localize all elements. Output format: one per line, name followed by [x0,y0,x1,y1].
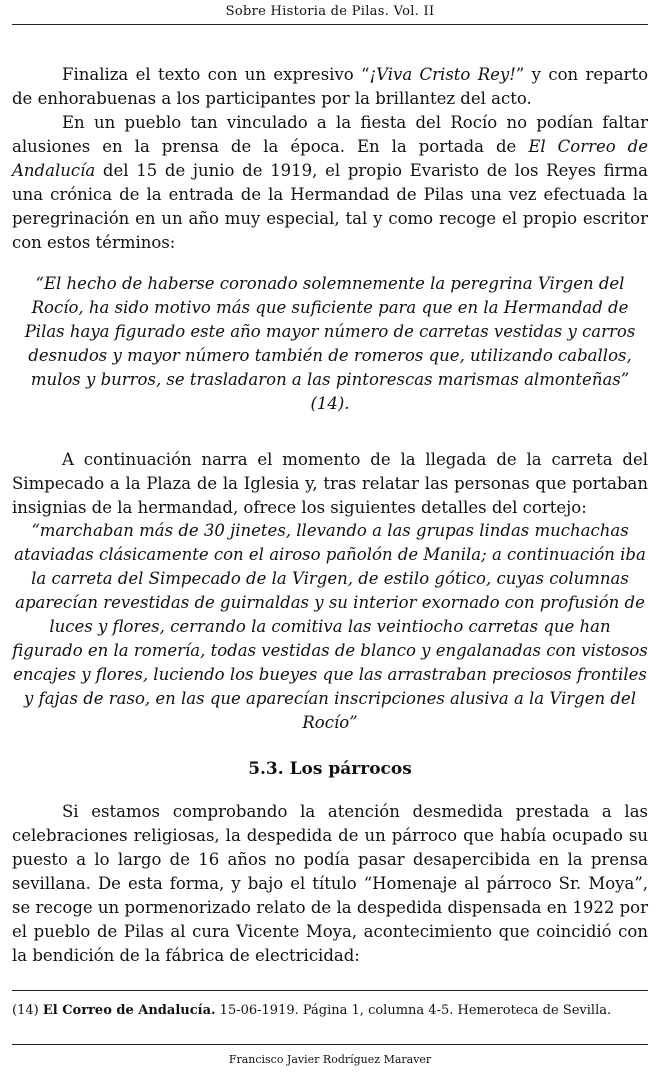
quote-2: “marchaban más de 30 jinetes, llevando a las grupas lindas muchachas ataviadas clásicamente con el airoso pañolón de Manila; a continuación iba la carreta del Simpecado de la Virgen, de estilo gótico, cuyas columnas aparecían revestidas de guirnaldas y su interior exornado con profusión de luces y flores, cerrando la comitiva las veintiocho carretas que han figurado en la romería, todas vestidas de blanco y engalanadas con vistosos encajes y flores, luciendo los bueyes que las arrastraban preciosos frontiles y fajas de raso, en las que aparecían inscripciones alusiva a la Virgen del Rocío” [12,521,648,732]
paragraph-1 [12,63,648,111]
footnote-detail: 15-06-1919. Página 1, columna 4-5. Hemeroteca de Sevilla. [219,1003,612,1018]
p2-after: del 15 de junio de 1919, el propio Evaristo de los Reyes firma una crónica de la entrada de la Hermandad de Pilas una vez efectuada la peregrinación en un año muy especial, tal y como recoge el propio escritor con estos términos: [12,161,648,252]
quote-1: “El hecho de haberse coronado solemnemente la peregrina Virgen del Rocío, ha sido motivo más que suficiente para que en la Hermandad de Pilas haya figurado este año mayor número de carretas vestidas y carros desnudos y mayor número también de romeros que, utilizando caballos, mulos y burros, se trasladaron a las pintorescas marismas almonteñas” (14). [24,274,636,413]
footnote-number: (14) [12,1003,39,1018]
p2-before: En un pueblo tan vinculado a la fiesta del Rocío no podían faltar alusiones en la prensa de la época. En la portada de [12,113,648,156]
footer-rule [12,1044,648,1045]
footnote [12,1002,648,1020]
p1-before: Finaliza el texto con un expresivo “ [62,65,370,84]
header-rule [12,24,648,25]
footnote-rule [12,990,648,991]
running-header: Sobre Historia de Pilas. Vol. II [225,4,435,19]
paragraph-3: A continuación narra el momento de la llegada de la carreta del Simpecado a la Plaza de la Iglesia y, tras relatar las personas que portaban insignias de la hermandad, ofrece los siguientes detalles del cortejo: [12,450,648,517]
footnote-source: El Correo de Andalucía. [42,1003,216,1018]
paragraph-4: Si estamos comprobando la atención desmedida prestada a las celebraciones religiosas, la despedida de un párroco que había ocupado su puesto a lo largo de 16 años no podía pasar desapercibida en la prensa sevillana. De esta forma, y bajo el título “Homenaje al párroco Sr. Moya”, se recoge un pormenorizado relato de la despedida dispensada en 1922 por el pueblo de Pilas al cura Vicente Moya, acontecimiento que coincidió con la bendición de la fábrica de electricidad: [12,802,648,965]
page-footer: Francisco Javier Rodríguez Maraver [228,1053,432,1066]
p1-after: ” y con reparto de enhorabuenas a los participantes por la brillantez del acto. [12,65,649,108]
paragraph-2 [12,111,648,255]
section-heading: 5.3. Los párrocos [248,759,412,779]
p1-emphasis: ¡Viva Cristo Rey! [369,65,516,84]
p2-newspaper: El Correo de Andalucía [12,137,649,180]
